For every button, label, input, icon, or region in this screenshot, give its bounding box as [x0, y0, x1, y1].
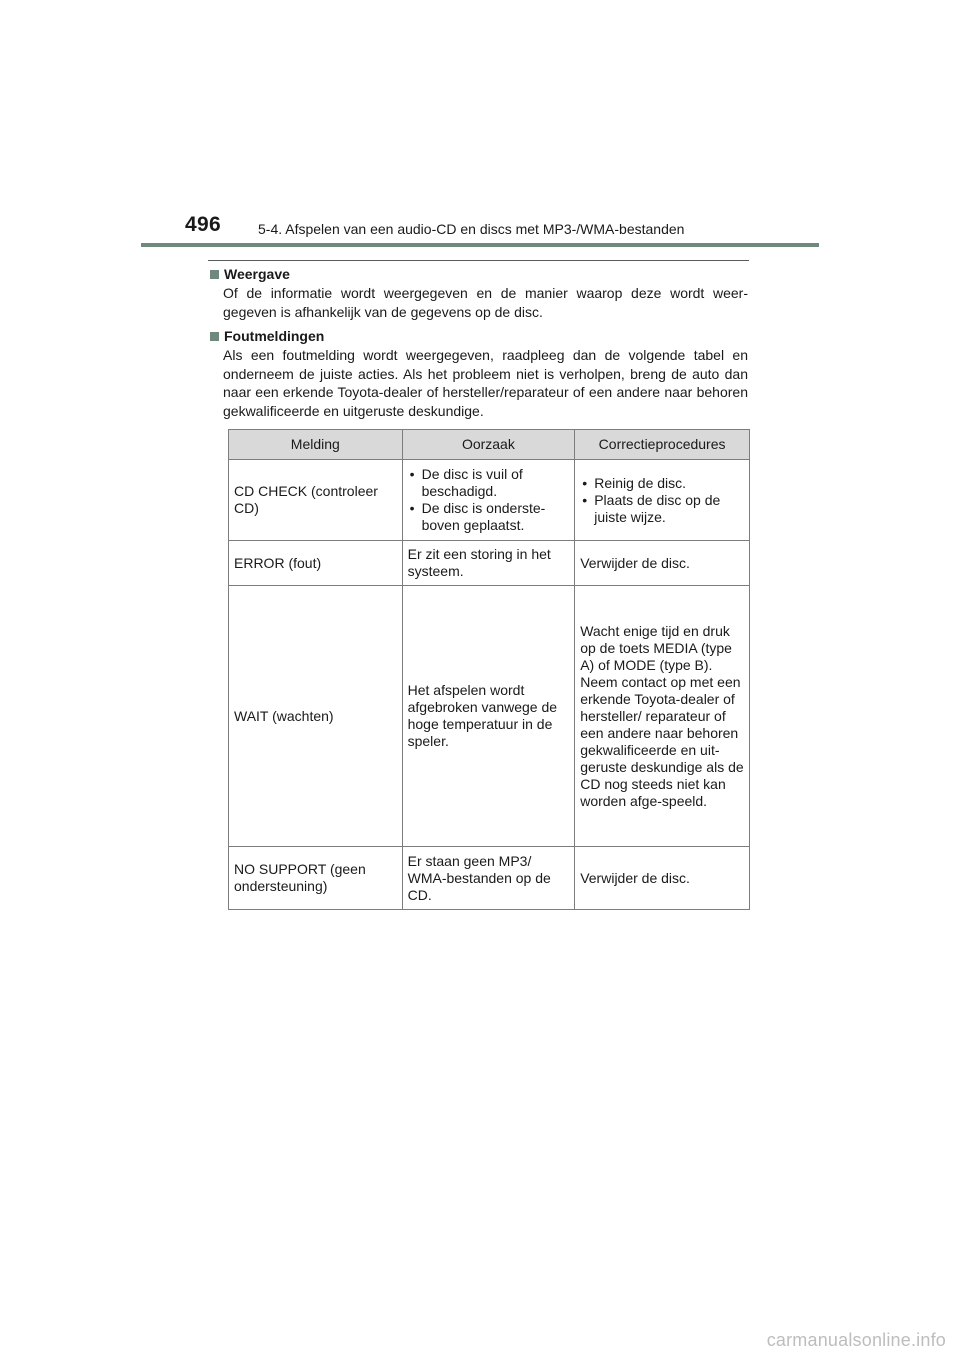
- column-header-oorzaak: Oorzaak: [402, 430, 575, 460]
- cell-melding: ERROR (fout): [229, 541, 403, 586]
- list-item: • Reinig de disc.: [580, 475, 744, 492]
- cell-melding: WAIT (wachten): [229, 586, 403, 847]
- cell-oorzaak: Er zit een storing in het systeem.: [402, 541, 575, 586]
- section-heading-text: Weergave: [224, 266, 290, 282]
- oorzaak-list: [408, 466, 570, 534]
- table-row: [229, 586, 750, 847]
- page-number: 496: [185, 213, 221, 236]
- cell-oorzaak: Er staan geen MP3/ WMA-bestanden op de CD.: [402, 847, 575, 910]
- section-heading: [208, 328, 748, 344]
- watermark: carmanualsonline.info: [766, 1330, 946, 1350]
- section-weergave: [208, 266, 748, 321]
- section-foutmeldingen: [208, 328, 748, 420]
- cell-correctie: Verwijder de disc.: [575, 541, 750, 586]
- error-message-table: [228, 429, 750, 910]
- column-header-correctie: Correctieprocedures: [575, 430, 750, 460]
- column-header-melding: Melding: [229, 430, 403, 460]
- list-item: • Plaats de disc op de juiste wijze.: [580, 492, 744, 526]
- table-row: [229, 541, 750, 586]
- cell-oorzaak: Het afspelen wordt afgebroken vanwege de hoge temperatuur in de speler.: [402, 586, 575, 847]
- correctie-list: [580, 475, 744, 526]
- table-row: [229, 460, 750, 541]
- table-row: [229, 847, 750, 910]
- section-heading-text: Foutmeldingen: [224, 328, 325, 344]
- list-item: • De disc is onderste-boven geplaatst.: [408, 500, 570, 534]
- list-item: • De disc is vuil of beschadigd.: [408, 466, 570, 500]
- cell-correctie: Wacht enige tijd en druk op de toets MEDIA (type A) of MODE (type B). Neem contact op met een erkende Toyota-dealer of hersteller/ reparateur of een andere naar behoren gekwalificeerde en uit-geruste deskundige als de CD nog steeds niet kan worden afge-speeld.: [575, 586, 750, 847]
- cell-melding: CD CHECK (controleer CD): [229, 460, 403, 541]
- cell-melding: NO SUPPORT (geen ondersteuning): [229, 847, 403, 910]
- header-rule: [141, 243, 819, 247]
- section-heading: [208, 266, 748, 282]
- square-bullet-icon: [210, 332, 219, 341]
- section-body: Als een foutmelding wordt weergegeven, raadpleeg dan de volgende tabel en onderneem de juiste acties. Als het probleem niet is verholpen, breng de auto dan naar een erkende Toyota-dealer of hersteller/reparateur of een andere naar behoren gekwalificeerde en uitgeruste deskundige.: [223, 347, 748, 419]
- cell-correctie: [575, 460, 750, 541]
- section-rule: [208, 260, 749, 261]
- cell-correctie: Verwijder de disc.: [575, 847, 750, 910]
- section-body: Of de informatie wordt weergegeven en de manier waarop deze wordt weer-gegeven is afhankelijk van de gegevens op de disc.: [223, 285, 748, 320]
- chapter-title: 5-4. Afspelen van een audio-CD en discs met MP3-/WMA-bestanden: [258, 221, 685, 237]
- square-bullet-icon: [210, 270, 219, 279]
- table-header-row: [229, 430, 750, 460]
- cell-oorzaak: [402, 460, 575, 541]
